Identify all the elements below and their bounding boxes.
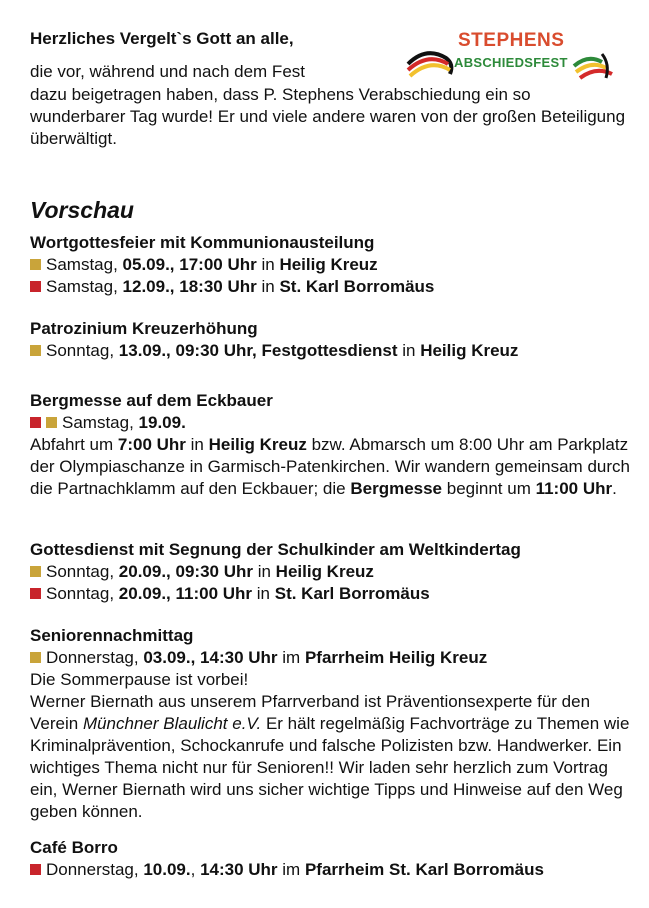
heilig-kreuz-marker-icon bbox=[30, 652, 41, 663]
event-description: Abfahrt um 7:00 Uhr in Heilig Kreuz bzw. Abmarsch um 8:00 Uhr am Parkplatz der Olympiaschanze in Garmisch-Patenkirchen. Wir wandern gemeinsam durch die Partnachklamm auf den Eckbauer; die Bergmesse beginnt um 11:00 Uhr. bbox=[30, 435, 630, 498]
event-block bbox=[30, 390, 630, 500]
event-block bbox=[30, 318, 630, 362]
st-karl-marker-icon bbox=[30, 588, 41, 599]
event-block bbox=[30, 625, 630, 823]
heilig-kreuz-marker-icon bbox=[30, 259, 41, 270]
st-karl-marker-icon bbox=[30, 864, 41, 875]
heilig-kreuz-marker-icon bbox=[30, 345, 41, 356]
st-karl-marker-icon bbox=[30, 417, 41, 428]
event-date-line: Samstag, 05.09., 17:00 Uhr in Heilig Kreuz bbox=[30, 254, 630, 276]
heilig-kreuz-marker-icon bbox=[46, 417, 57, 428]
event-block bbox=[30, 837, 630, 881]
event-title: Wortgottesfeier mit Kommunionausteilung bbox=[30, 233, 375, 252]
event-title: Patrozinium Kreuzerhöhung bbox=[30, 319, 258, 338]
event-date-line: Sonntag, 20.09., 11:00 Uhr in St. Karl Borromäus bbox=[30, 583, 630, 605]
heilig-kreuz-marker-icon bbox=[30, 566, 41, 577]
section-title: Vorschau bbox=[30, 197, 134, 223]
event-title: Seniorennachmittag bbox=[30, 626, 194, 645]
intro-line: die vor, während und nach dem Fest bbox=[30, 62, 305, 81]
event-date-line: Sonntag, 20.09., 09:30 Uhr in Heilig Kreuz bbox=[30, 561, 630, 583]
intro-text: dazu beigetragen haben, dass P. Stephens Verabschiedung ein so wunderbarer Tag wurde! Er und viele andere waren von der großen Beteiligung überwältigt. bbox=[30, 85, 626, 148]
logo-subtitle: ABSCHIEDSFEST bbox=[454, 55, 568, 70]
logo-title: STEPHENS bbox=[458, 30, 565, 51]
stephens-abschiedsfest-logo bbox=[406, 24, 618, 80]
event-date-line: Donnerstag, 10.09., 14:30 Uhr im Pfarrheim St. Karl Borromäus bbox=[30, 859, 630, 881]
event-date-line: Donnerstag, 03.09., 14:30 Uhr im Pfarrheim Heilig Kreuz bbox=[30, 647, 630, 669]
event-block bbox=[30, 539, 630, 605]
event-date-line: Samstag, 19.09. bbox=[30, 412, 630, 434]
event-date-line: Sonntag, 13.09., 09:30 Uhr, Festgottesdienst in Heilig Kreuz bbox=[30, 340, 630, 362]
st-karl-marker-icon bbox=[30, 281, 41, 292]
event-note: Die Sommerpause ist vorbei! bbox=[30, 670, 249, 689]
event-date-line: Samstag, 12.09., 18:30 Uhr in St. Karl Borromäus bbox=[30, 276, 630, 298]
event-title: Gottesdienst mit Segnung der Schulkinder am Weltkindertag bbox=[30, 540, 521, 559]
event-title: Bergmesse auf dem Eckbauer bbox=[30, 391, 273, 410]
intro-title: Herzliches Vergelt`s Gott an alle, bbox=[30, 29, 294, 48]
event-title: Café Borro bbox=[30, 838, 118, 857]
event-description: Werner Biernath aus unserem Pfarrverband ist Präventionsexperte für den Verein Münchner Blaulicht e.V. Er hält regelmäßig Fachvorträge zu Themen wie Kriminalprävention, Schockanrufe und falsche Polizisten bzw. Handwerker. Ein wichtiges Thema nicht nur für Senioren!! Wir laden sehr herzlich zum Vortrag ein, Werner Biernath wird uns sicher wichtige Tipps und Hinweise auf den Weg geben können. bbox=[30, 692, 630, 821]
event-block bbox=[30, 232, 630, 298]
